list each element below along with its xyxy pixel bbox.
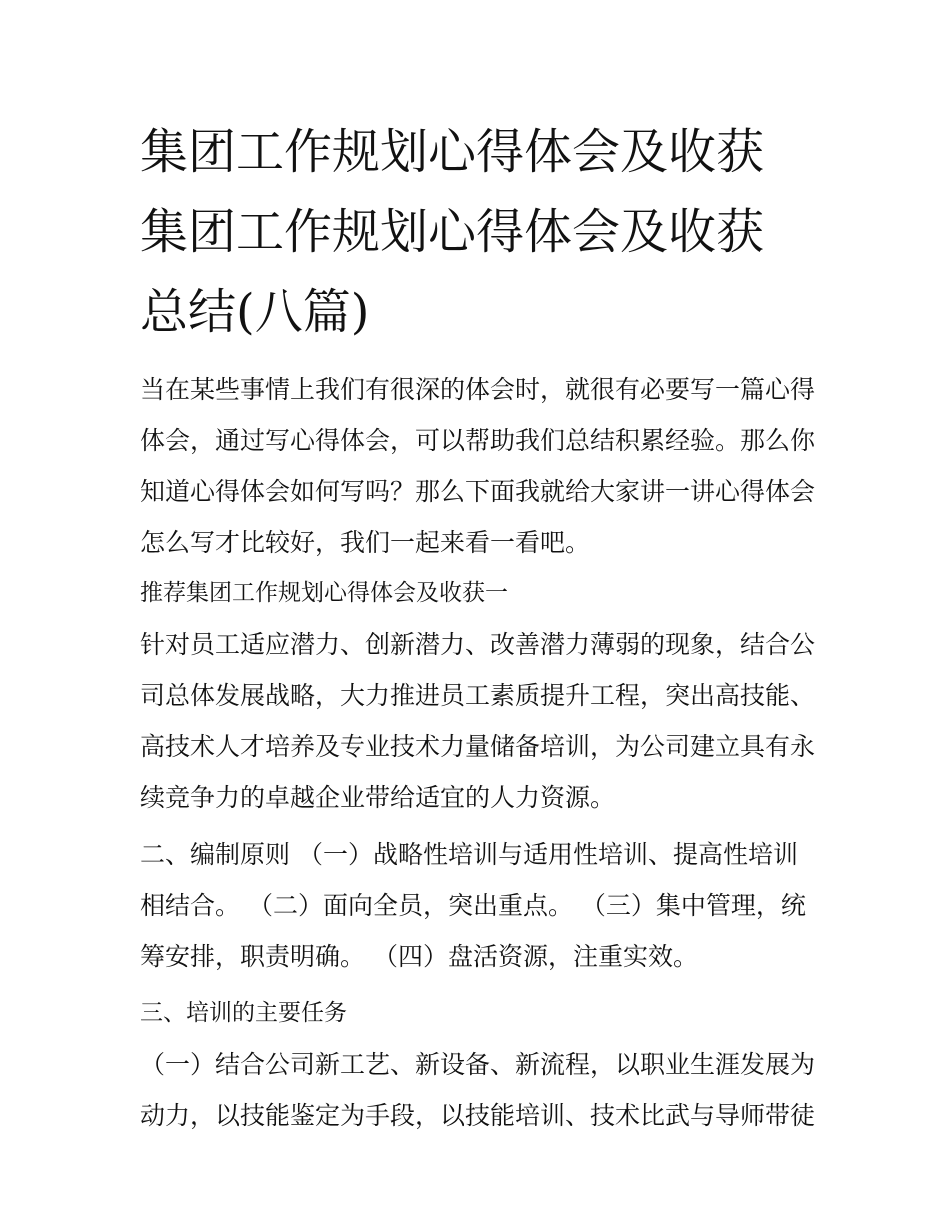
text-line: 续竞争力的卓越企业带给适宜的人力资源。 — [140, 783, 616, 812]
intro-paragraph — [140, 364, 820, 568]
text-line: 知道心得体会如何写吗？那么下面我就给大家讲一讲心得体会 — [140, 477, 816, 506]
text-line: 相结合。 （二）面向全员，突出重点。 （三）集中管理，统 — [140, 891, 806, 920]
text-line: 高技术人才培养及专业技术力量储备培训，为公司建立具有永 — [140, 732, 816, 761]
text-line: 筹安排，职责明确。 （四）盘活资源，注重实效。 — [140, 942, 698, 971]
section-heading: 推荐集团工作规划心得体会及收获一 — [140, 580, 508, 606]
principles-paragraph — [140, 829, 820, 982]
text-line: 司总体发展战略，大力推进员工素质提升工程，突出高技能、 — [140, 681, 816, 710]
title-line: 集团工作规划心得体会及收获 — [140, 204, 765, 260]
title-line: 总结(八篇) — [140, 284, 370, 340]
section-heading: 三、培训的主要任务 — [140, 1000, 347, 1026]
text-line: 动力，以技能鉴定为手段，以技能培训、技术比武与导师带徒 — [140, 1101, 816, 1130]
tasks-paragraph — [140, 1039, 820, 1141]
text-line: 针对员工适应潜力、创新潜力、改善潜力薄弱的现象，结合公 — [140, 630, 816, 659]
document-title — [140, 112, 820, 352]
text-line: 二、编制原则 （一）战略性培训与适用性培训、提高性培训 — [140, 840, 798, 869]
body-paragraph — [140, 619, 820, 823]
document-page — [140, 112, 820, 1141]
text-line: 当在某些事情上我们有很深的体会时，就很有必要写一篇心得 — [140, 375, 816, 404]
title-line: 集团工作规划心得体会及收获 — [140, 124, 765, 180]
text-line: （一）结合公司新工艺、新设备、新流程，以职业生涯发展为 — [140, 1050, 816, 1079]
text-line: 怎么写才比较好，我们一起来看一看吧。 — [140, 528, 591, 557]
text-line: 体会，通过写心得体会，可以帮助我们总结积累经验。那么你 — [140, 426, 816, 455]
